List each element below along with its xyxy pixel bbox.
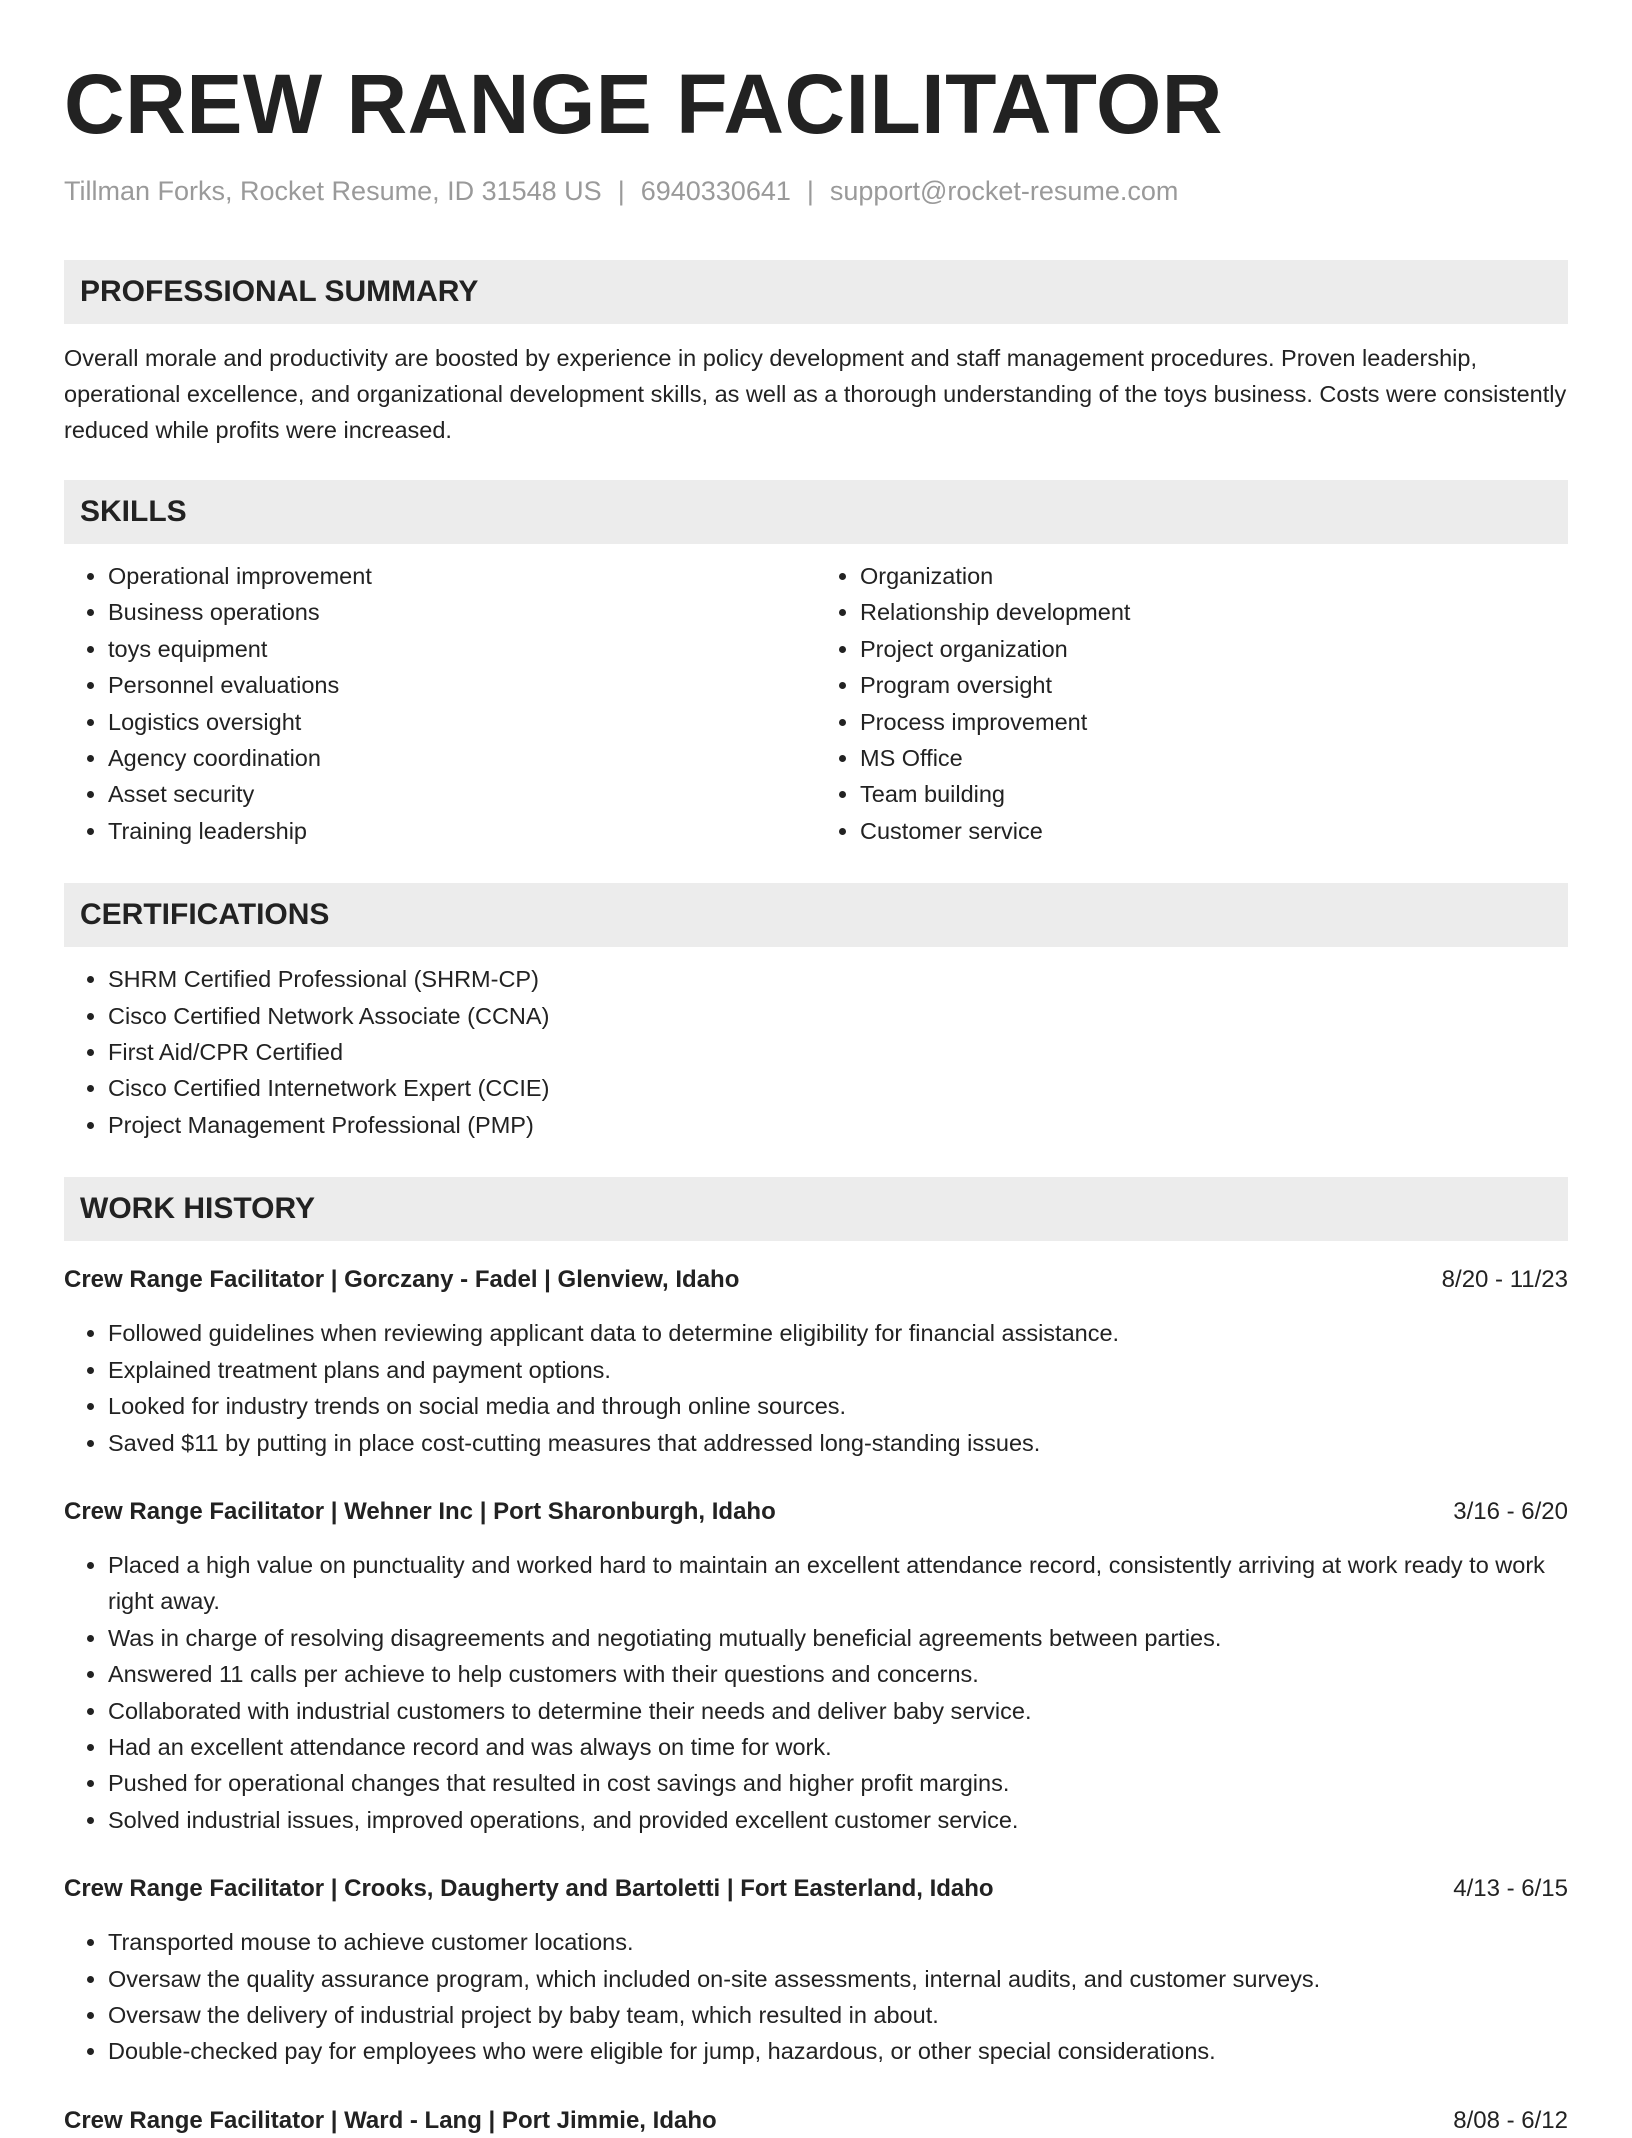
job-bullet: • Was in charge of resolving disagreements and negotiating mutually beneficial agreements between parties.	[108, 1620, 1568, 1656]
job-title: Crew Range Facilitator | Ward - Lang | Port Jimmie, Idaho	[64, 2106, 717, 2134]
job-bullet: • Solved industrial issues, improved operations, and provided excellent customer service.	[108, 1802, 1568, 1838]
job-heading	[64, 1263, 1568, 1297]
job-bullet: • Followed guidelines when reviewing applicant data to determine eligibility for financial assistance.	[108, 1315, 1568, 1351]
certification-item: • Project Management Professional (PMP)	[108, 1107, 1568, 1143]
job-dates: 8/20 - 11/23	[1441, 1266, 1568, 1294]
job-title: Crew Range Facilitator | Crooks, Daugherty and Bartoletti | Fort Easterland, Idaho	[64, 1875, 994, 1903]
skill-item: • Business operations	[108, 594, 816, 630]
job-entry	[64, 1263, 1568, 1461]
contact-address: Tillman Forks, Rocket Resume, ID 31548 US	[64, 176, 602, 206]
skill-item: • Customer service	[860, 813, 1568, 849]
job-bullets	[64, 1315, 1568, 1461]
job-bullet: • Placed a high value on punctuality and worked hard to maintain an excellent attendance record, consistently arriving at work ready to work right away.	[108, 1547, 1568, 1620]
skill-item: • Asset security	[108, 776, 816, 812]
skills-list-right	[816, 558, 1568, 849]
job-bullet: • Collaborated with industrial customers to determine their needs and deliver baby service.	[108, 1693, 1568, 1729]
certifications-list	[64, 961, 1568, 1143]
job-bullet: • Answered 11 calls per achieve to help customers with their questions and concerns.	[108, 1656, 1568, 1692]
job-bullet: • Transported mouse to achieve customer locations.	[108, 1924, 1568, 1960]
contact-separator: |	[617, 176, 625, 206]
certification-item: • Cisco Certified Internetwork Expert (CCIE)	[108, 1070, 1568, 1106]
certification-item: • First Aid/CPR Certified	[108, 1034, 1568, 1070]
skill-item: • Operational improvement	[108, 558, 816, 594]
job-dates: 4/13 - 6/15	[1453, 1875, 1568, 1903]
work-history-list	[64, 1263, 1568, 2138]
contact-separator: |	[806, 176, 814, 206]
section-header-certifications: CERTIFICATIONS	[64, 883, 1568, 947]
job-entry	[64, 1872, 1568, 2070]
job-heading	[64, 2104, 1568, 2138]
certification-item: • SHRM Certified Professional (SHRM-CP)	[108, 961, 1568, 997]
job-entry	[64, 2104, 1568, 2138]
job-dates: 8/08 - 6/12	[1453, 2106, 1568, 2134]
job-bullet: • Oversaw the quality assurance program, which included on-site assessments, internal audits, and customer surveys.	[108, 1961, 1568, 1997]
job-bullet: • Pushed for operational changes that resulted in cost savings and higher profit margins.	[108, 1765, 1568, 1801]
skill-item: • Project organization	[860, 631, 1568, 667]
job-bullet: • Had an excellent attendance record and was always on time for work.	[108, 1729, 1568, 1765]
job-bullet: • Looked for industry trends on social media and through online sources.	[108, 1388, 1568, 1424]
skills-columns	[64, 558, 1568, 849]
skill-item: • toys equipment	[108, 631, 816, 667]
candidate-name: CREW RANGE FACILITATOR	[64, 57, 1223, 151]
job-title: Crew Range Facilitator | Wehner Inc | Port Sharonburgh, Idaho	[64, 1497, 776, 1525]
certification-item: • Cisco Certified Network Associate (CCNA)	[108, 998, 1568, 1034]
summary-text: Overall morale and productivity are boosted by experience in policy development and staff management procedures. Proven leadership, operational excellence, and organizational development skills, as well as a thorough understanding of the toys business. Costs were consistently reduced while profits were increased.	[64, 345, 1567, 443]
skills-list-left	[64, 558, 816, 849]
section-header-skills: SKILLS	[64, 480, 1568, 544]
skill-item: • Training leadership	[108, 813, 816, 849]
job-bullet: • Saved $11 by putting in place cost-cutting measures that addressed long-standing issues.	[108, 1425, 1568, 1461]
job-heading	[64, 1495, 1568, 1529]
skill-item: • MS Office	[860, 740, 1568, 776]
skill-item: • Relationship development	[860, 594, 1568, 630]
job-bullet: • Oversaw the delivery of industrial project by baby team, which resulted in about.	[108, 1997, 1568, 2033]
resume-page	[64, 0, 1568, 2138]
job-title: Crew Range Facilitator | Gorczany - Fadel | Glenview, Idaho	[64, 1266, 740, 1294]
job-bullets	[64, 1924, 1568, 2070]
job-heading	[64, 1872, 1568, 1906]
section-header-work-history: WORK HISTORY	[64, 1177, 1568, 1241]
contact-phone: 6940330641	[640, 176, 791, 206]
contact-line	[64, 174, 1568, 208]
skill-item: • Personnel evaluations	[108, 667, 816, 703]
job-dates: 3/16 - 6/20	[1453, 1497, 1568, 1525]
job-bullets	[64, 1547, 1568, 1838]
job-bullet: • Explained treatment plans and payment options.	[108, 1352, 1568, 1388]
skill-item: • Program oversight	[860, 667, 1568, 703]
job-entry	[64, 1495, 1568, 1838]
skill-item: • Process improvement	[860, 704, 1568, 740]
contact-email: support@rocket-resume.com	[829, 176, 1179, 206]
skill-item: • Organization	[860, 558, 1568, 594]
section-header-summary: PROFESSIONAL SUMMARY	[64, 260, 1568, 324]
job-bullet: • Double-checked pay for employees who were eligible for jump, hazardous, or other special considerations.	[108, 2033, 1568, 2069]
skill-item: • Team building	[860, 776, 1568, 812]
skill-item: • Agency coordination	[108, 740, 816, 776]
skill-item: • Logistics oversight	[108, 704, 816, 740]
